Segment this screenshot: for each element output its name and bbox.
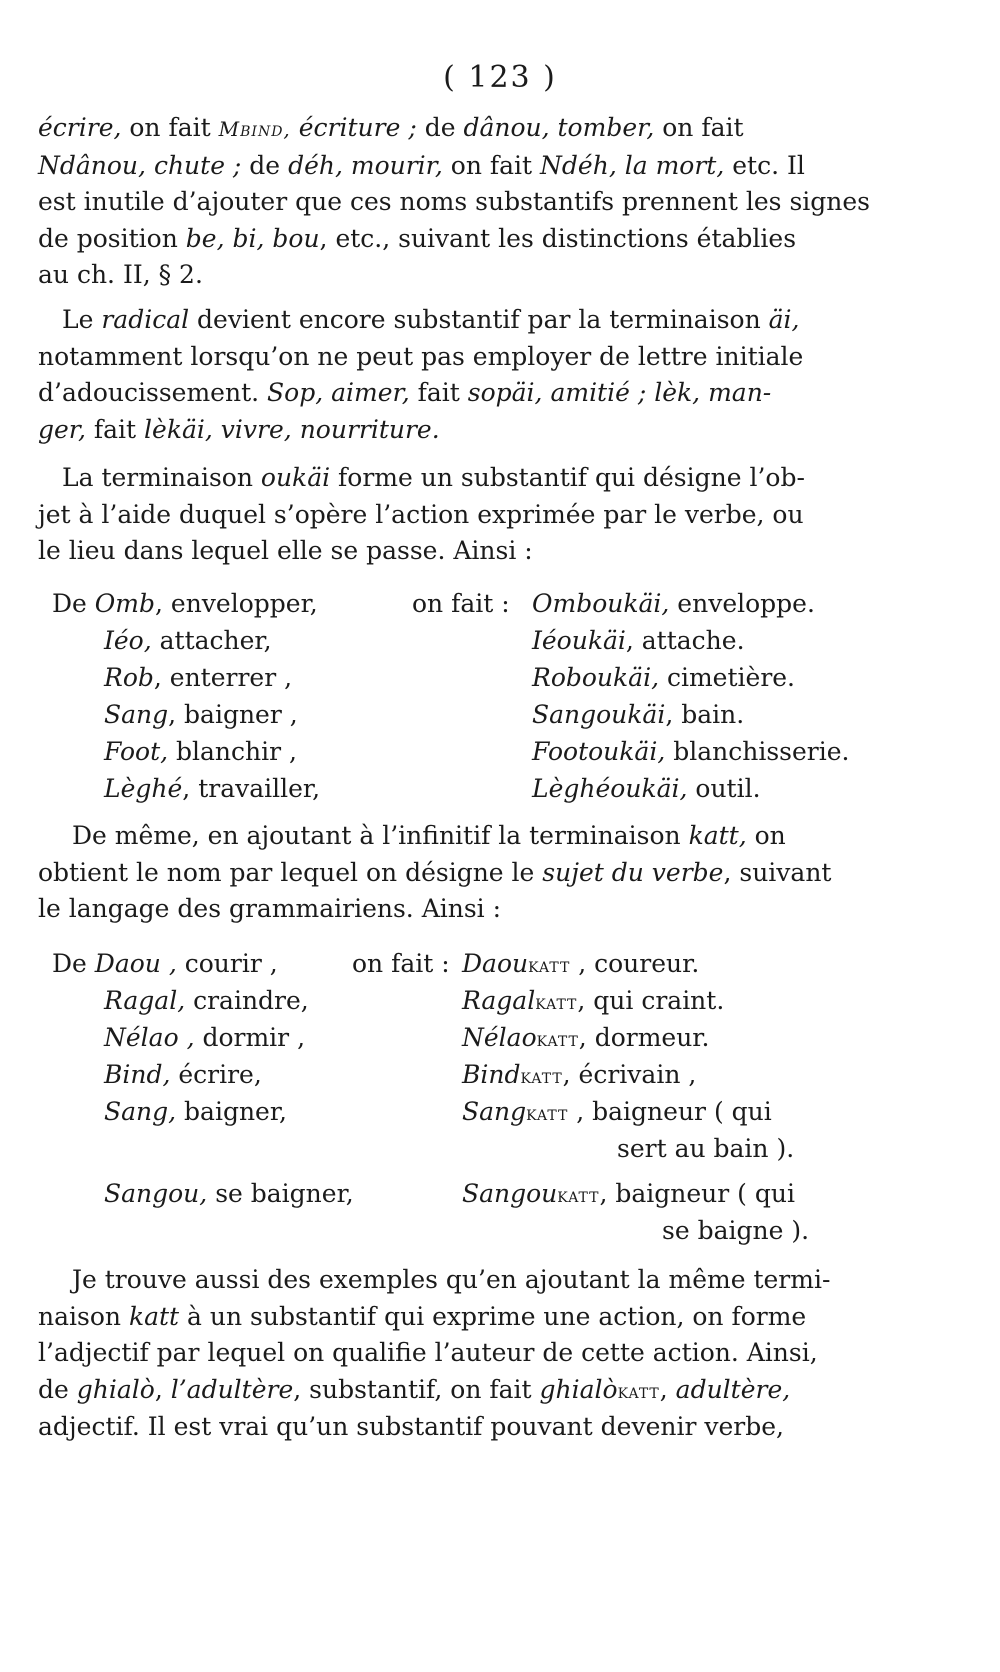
text-line [38, 110, 918, 148]
table-row [52, 659, 932, 696]
word [550, 113, 558, 142]
text-line [38, 221, 918, 258]
text-line [38, 1299, 918, 1336]
text-line: le lieu dans lequel elle se passe. Ainsi : [38, 536, 533, 565]
word: d’adoucissement. [38, 378, 268, 407]
word: naison [38, 1301, 129, 1331]
text-line [38, 375, 918, 412]
verb-cell: Foot, blanchir , [104, 737, 297, 766]
verb-cell: Nélao , dormir , [104, 1023, 306, 1052]
text-line: notamment lorsqu’on ne peut pas employer de lettre initiale [38, 341, 804, 371]
word: ghialò [76, 1374, 155, 1404]
noun-cell: Lèghéoukäi, outil. [532, 774, 761, 803]
noun-cell: Sangkatt , baigneur ( qui [462, 1097, 772, 1126]
word: , etc., suivant les distinctions établies [319, 223, 797, 253]
word: lèk, [654, 378, 701, 407]
word [323, 378, 331, 407]
word: écriture ; [298, 113, 417, 142]
word: katt [617, 1378, 660, 1403]
table-row [52, 1093, 932, 1130]
text-line: jet à l’aide duquel s’opère l’action exprimée par le verbe, ou [38, 499, 804, 529]
table-row [52, 945, 932, 982]
word [146, 151, 154, 180]
word [291, 113, 299, 142]
verb-cell: Ragal, craindre, [104, 986, 309, 1015]
word [213, 415, 221, 444]
table-row [52, 1175, 932, 1212]
word: Mbind, [218, 117, 291, 141]
page-number: ( 123 ) [443, 60, 557, 95]
text-line [38, 1372, 918, 1410]
table-row [52, 1056, 932, 1093]
noun-cell: Footoukäi, blanchisserie. [532, 737, 850, 766]
paragraph-2 [38, 302, 918, 448]
word: be, [185, 223, 225, 253]
word: fait [409, 378, 468, 407]
word: la mort, [624, 150, 725, 180]
word: Sop, [267, 378, 324, 407]
word: fait [85, 414, 145, 444]
gloss-continuation: se baigne ). [662, 1216, 810, 1245]
table-row [52, 696, 932, 733]
word: bi, [232, 223, 265, 253]
paragraph-5 [38, 1262, 918, 1446]
word: aimer, [331, 378, 410, 407]
word: de [416, 113, 464, 142]
text-line [38, 855, 918, 892]
word [292, 415, 300, 444]
table-row [52, 1019, 932, 1056]
word: katt, [688, 821, 747, 850]
word: ghialò [539, 1374, 618, 1404]
text-line [38, 818, 918, 855]
verb-cell: Sangou, se baigner, [104, 1179, 354, 1208]
noun-cell: Iéoukäi, attache. [532, 626, 745, 655]
word [700, 378, 708, 407]
word: obtient le nom par lequel on désigne le [38, 857, 543, 887]
word: De même, en ajoutant à l’infinitif la terminaison [72, 821, 689, 850]
word: on fait [121, 113, 219, 142]
verb-cell: Iéo, attacher, [104, 626, 272, 655]
table-row [52, 770, 932, 807]
paragraph-1 [38, 110, 918, 294]
word: äi, [768, 305, 800, 334]
word: , substantif, on fait [293, 1374, 540, 1404]
word: on fait [654, 113, 744, 142]
text-line [38, 460, 918, 497]
text-line: au ch. II, § 2. [38, 260, 203, 289]
word [617, 151, 625, 180]
on-fait-cell: on fait : [412, 589, 510, 618]
paragraph-3 [38, 460, 918, 570]
table-row-continuation [52, 1212, 932, 1249]
word: tomber, [557, 113, 655, 142]
text-line [38, 302, 918, 339]
word: katt [128, 1301, 180, 1331]
word: vivre, [220, 414, 292, 444]
word: , [659, 1374, 676, 1404]
verb-cell: Bind, écrire, [104, 1060, 262, 1089]
text-line: Je trouve aussi des exemples qu’en ajoutant la même termi- [72, 1265, 831, 1294]
gloss-continuation: sert au bain ). [617, 1134, 795, 1163]
word: mourir, [350, 150, 443, 180]
word: , [154, 1374, 171, 1404]
text-line: l’adjectif par lequel on qualifie l’auteur de cette action. Ainsi, [38, 1338, 818, 1367]
word [343, 151, 351, 180]
word: , suivant [723, 857, 832, 887]
word: forme un substantif qui désigne l’ob- [330, 463, 805, 492]
text-line: adjectif. Il est vrai qu’un substantif pouvant devenir verbe, [38, 1412, 784, 1441]
word: La terminaison [62, 463, 261, 492]
noun-cell: Bindkatt, écrivain , [462, 1060, 697, 1089]
table-row [52, 733, 932, 770]
paragraph-4 [38, 818, 918, 928]
noun-cell: Roboukäi, cimetière. [532, 663, 796, 692]
word: adultère, [675, 1374, 791, 1404]
word: dânou, [463, 113, 550, 142]
word: oukäi [260, 463, 331, 492]
verb-cell: Sang, baigner, [104, 1097, 287, 1126]
text-line [38, 412, 918, 449]
text-line [38, 148, 918, 185]
table-row [52, 585, 932, 622]
example-table-oukai [52, 585, 932, 807]
word: on fait [442, 150, 541, 180]
noun-cell: Nélaokatt, dormeur. [462, 1023, 710, 1052]
word: de [241, 150, 289, 180]
verb-cell: Rob, enterrer , [104, 663, 293, 692]
text-line: le langage des grammairiens. Ainsi : [38, 894, 502, 923]
on-fait-cell: on fait : [352, 949, 450, 978]
verb-cell: Sang, baigner , [104, 700, 298, 729]
word: à un substantif qui exprime une action, on forme [179, 1301, 807, 1331]
word: on [746, 821, 786, 850]
noun-cell: Omboukäi, enveloppe. [532, 589, 815, 618]
word: lèkäi, [144, 414, 213, 444]
word: Ndânou, [38, 150, 146, 180]
table-row [52, 982, 932, 1019]
word: radical [101, 305, 190, 334]
noun-cell: Sangoukatt, baigneur ( qui [462, 1179, 795, 1208]
word: etc. Il [724, 150, 805, 180]
word: l’adultère [170, 1374, 294, 1404]
word: Le [62, 305, 102, 334]
word: de [38, 1374, 77, 1404]
word: sujet du verbe [542, 857, 724, 887]
word: man- [708, 378, 772, 407]
example-table-katt [52, 945, 932, 1249]
table-row-continuation [52, 1130, 932, 1167]
word: de position [38, 223, 186, 253]
noun-cell: Daoukatt , coureur. [462, 949, 700, 978]
word: sopäi, [467, 378, 543, 407]
word: ger, [38, 414, 86, 444]
word: bou [272, 223, 320, 253]
word: chute ; [153, 150, 242, 180]
word: devient encore substantif par la terminaison [189, 305, 769, 334]
word: Ndéh, [540, 150, 617, 180]
word: nourriture. [299, 414, 440, 444]
word: déh, [288, 150, 343, 180]
text-line: est inutile d’ajouter que ces noms substantifs prennent les signes [38, 187, 870, 216]
table-row [52, 622, 932, 659]
verb-cell: De Daou , courir , [52, 949, 278, 978]
word: écrire, [38, 113, 122, 142]
noun-cell: Ragalkatt, qui craint. [462, 986, 725, 1015]
word: amitié ; [550, 378, 647, 407]
noun-cell: Sangoukäi, bain. [532, 700, 745, 729]
verb-cell: Lèghé, travailler, [104, 774, 321, 803]
verb-cell: De Omb, envelopper, [52, 589, 318, 618]
